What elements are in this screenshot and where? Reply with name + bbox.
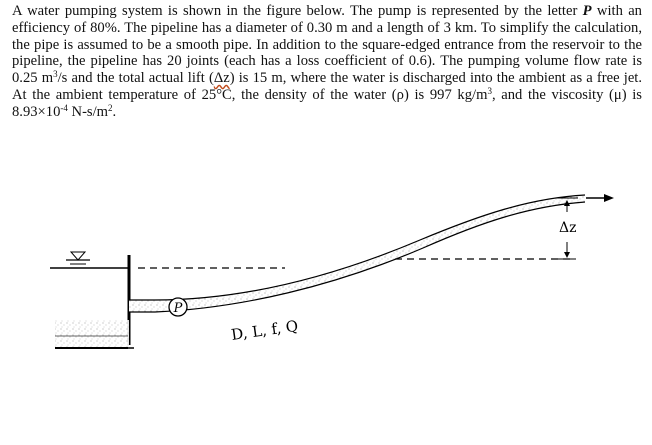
water-surface-symbol bbox=[66, 252, 90, 264]
pump bbox=[169, 298, 187, 316]
superscript: -4 bbox=[60, 102, 68, 113]
free-jet-arrow bbox=[586, 194, 614, 202]
reservoir-ground bbox=[55, 320, 134, 348]
problem-statement bbox=[12, 3, 642, 121]
pumping-system-figure bbox=[0, 160, 652, 445]
lift-label: Δz bbox=[559, 220, 577, 236]
pipeline bbox=[129, 195, 585, 312]
superscript: 2 bbox=[108, 102, 113, 113]
text-segment: ) is 15 m, where the water is discharged into the ambient as a free jet. At the ambient temperature of 25°C, the density of the water (ρ) is 997 kg/m bbox=[12, 70, 643, 103]
pipe-lower-wall bbox=[129, 202, 585, 312]
delta-z-symbol: Δz bbox=[213, 70, 230, 87]
text-segment: N-s/m bbox=[67, 103, 109, 120]
pump-letter: P bbox=[582, 3, 592, 19]
pump-label: P bbox=[173, 301, 183, 316]
pipe-parameters-label: D, L, f, Q bbox=[230, 316, 300, 344]
superscript: 3 bbox=[487, 85, 492, 96]
text-segment: , and the viscosity (μ) is 8.93×10 bbox=[12, 86, 642, 120]
superscript: 3 bbox=[53, 69, 58, 80]
text-segment: /s and the total actual lift ( bbox=[57, 70, 214, 87]
text-segment: with an efficiency of 80%. The pipeline has a diameter of 0.30 m and a length of 3 km. To simplify the calculation, the pipe is assumed to be a smooth pipe. In addition to the square-edged entrance from the reservoir to the pipeline, the pipeline has 20 joints (each has a loss coefficient of 0.6). The pumping volume flow rate is 0.25 m bbox=[12, 3, 642, 87]
problem-paragraph bbox=[12, 3, 642, 121]
text-segment: . bbox=[112, 103, 117, 120]
text-segment: A water pumping system is shown in the figure below. The pump is represented by the letter bbox=[12, 3, 583, 19]
lift-dimension bbox=[558, 200, 577, 259]
